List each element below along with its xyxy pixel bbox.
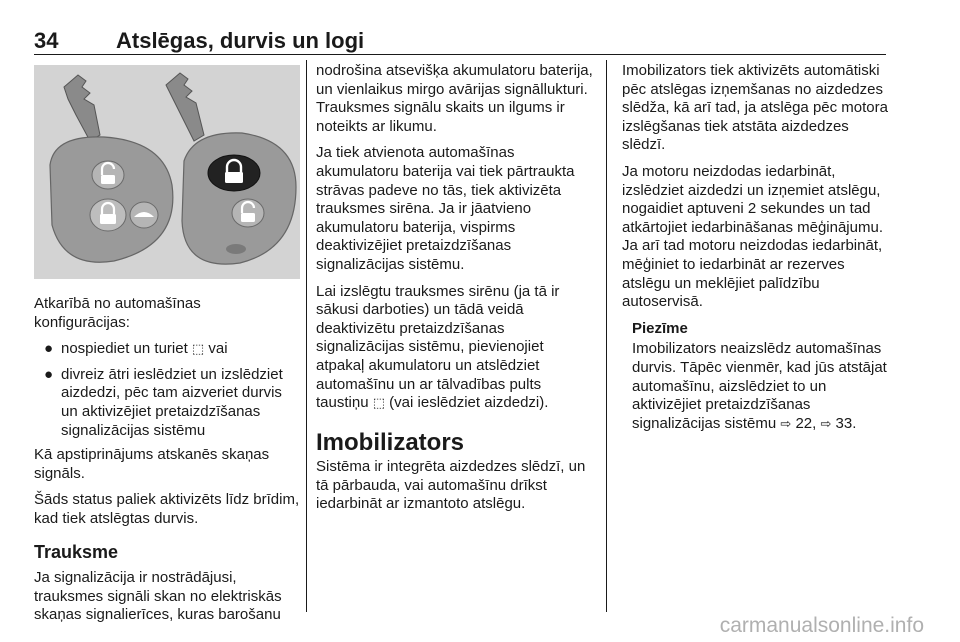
confirmation-text: Kā apstiprinājums atskanēs skaņas signāls. [34, 446, 270, 482]
list-item: ● divreiz ātri ieslēdziet un izslēdziet aizdedzi, pēc tam aizveriet durvis un aktivizējiet pretaizdzīšanas signalizācijas sistēmu [44, 365, 283, 439]
paragraph: Imobilizators tiek aktivizēts automātiski pēc atslēgas izņemšanas no aizdedzes slēdža, kā arī tad, ja atslēga pēc motora izslēgšanas tiek atstāta aizdedzes slēdzī. [622, 62, 888, 154]
remote-key-illustration [34, 65, 300, 279]
note-text: Imobilizators neaizslēdz automašīnas durvis. Tāpēc vienmēr, kad jūs atstājat automašīnu, aizslēdziet to un aktivizējiet pretaizdzīšanas signalizācijas sistēmu ⇨ 22, ⇨ 33. [632, 340, 887, 432]
immobilizer-text: Sistēma ir integrēta aizdedzes slēdzī, un tā pārbauda, vai automašīnu drīkst iedarbināt ar izmantoto atslēgu. [316, 458, 586, 513]
bullet-icon: ● [44, 365, 54, 383]
page-title: Atslēgas, durvis un logi [116, 28, 365, 53]
alarm-heading: Trauksme [34, 541, 119, 562]
remote-lock-button-icon: ⬚ [191, 342, 205, 358]
page-ref-arrow-icon: ⇨ [820, 416, 832, 432]
column-middle [316, 62, 596, 522]
paragraph: Ja tiek atvienota automašīnas akumulatoru baterija vai tiek pārtraukta strāvas padeve no tās, tiek aktivizēta trauksmes sirēna. Ja ir jāatvieno akumulatoru baterija, vispirms deaktivizējiet pretaizdzīšanas signalizācijas sistēmu. [316, 144, 575, 273]
right-fob-led [226, 244, 246, 254]
bullet-icon: ● [44, 340, 54, 358]
note-title: Piezīme [632, 319, 688, 337]
column-right [622, 62, 888, 434]
column-divider-1 [306, 60, 307, 612]
immobilizer-heading: Imobilizators [316, 428, 465, 456]
intro-text: Atkarībā no automašīnas konfigurācijas: [34, 295, 201, 331]
header-rule [34, 54, 886, 55]
note-box [622, 320, 888, 435]
option-list [34, 340, 300, 440]
list-item: ● nospiediet un turiet ⬚ vai [44, 340, 228, 358]
page-ref-link[interactable]: 33. [831, 414, 857, 432]
status-text: Šāds status paliek aktivizēts līdz brīdim, kad tiek atslēgtas durvis. [34, 491, 300, 527]
page-number: 34 [34, 28, 59, 53]
column-divider-2 [606, 60, 607, 612]
remote-unlock-button-icon: ⬚ [372, 396, 386, 412]
paragraph: Lai izslēgtu trauksmes sirēnu (ja tā ir sākusi darboties) un tādā veidā deaktivizētu pretaizdzīšanas signalizācijas sistēmu, pievienojiet atpakaļ akumulatoru un atslēdziet automašīnu un ar tālvadības pults taustiņu ⬚ (vai ieslēdziet aizdedzi). [316, 282, 560, 412]
alarm-text: Ja signalizācija ir nostrādājusi, trauksmes signāli skan no elektriskās skaņas signalierīces, kuras barošanu [34, 569, 282, 624]
page-ref-arrow-icon: ⇨ [780, 416, 792, 432]
watermark: carmanualsonline.info [719, 614, 924, 637]
page-ref-link[interactable]: 22, [791, 414, 821, 432]
paragraph: nodrošina atsevišķa akumulatoru baterija, un vienlaikus mirgo avārijas signāllukturi. Trauksmes signālu skaits un ilgums ir noteikts ar likumu. [316, 62, 593, 135]
page-header [34, 28, 886, 52]
paragraph: Ja motoru neizdodas iedarbināt, izslēdziet aizdedzi un izņemiet atslēgu, nogaidiet aptuveni 2 sekundes un tad atkārtojiet iedarbināšanas mēģinājumu. Ja arī tad motoru neizdodas iedarbināt, mēģiniet to iedarbināt ar rezerves atslēgu un meklējiet palīdzību autoservisā. [622, 162, 883, 311]
column-left [34, 62, 300, 633]
